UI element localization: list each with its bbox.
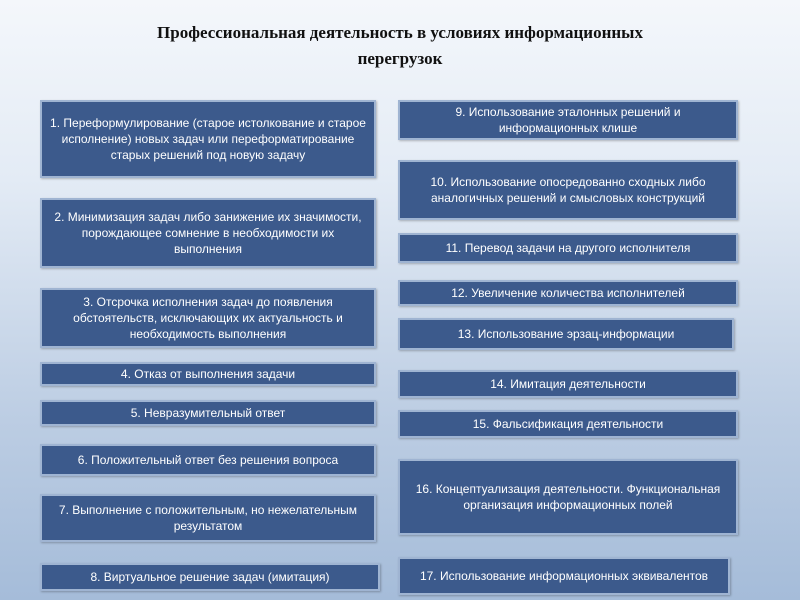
item-box-11: 11. Перевод задачи на другого исполнителя [398,233,738,263]
item-box-12: 12. Увеличение количества исполнителей [398,280,738,306]
item-box-17: 17. Использование информационных эквивалентов [398,557,730,595]
slide-title: Профессиональная деятельность в условиях информационных перегрузок [157,23,643,68]
item-box-13: 13. Использование эрзац-информации [398,318,734,350]
item-box-3: 3. Отсрочка исполнения задач до появления обстоятельств, исключающих их актуальность и необходимость выполнения [40,288,376,348]
item-box-5: 5. Невразумительный ответ [40,400,376,426]
item-box-4: 4. Отказ от выполнения задачи [40,362,376,386]
item-box-6: 6. Положительный ответ без решения вопроса [40,444,376,476]
item-box-16: 16. Концептуализация деятельности. Функциональная организация информационных полей [398,459,738,535]
item-box-8: 8. Виртуальное решение задач (имитация) [40,563,380,591]
item-box-2: 2. Минимизация задач либо занижение их значимости, порождающее сомнение в необходимости их выполнения [40,198,376,268]
item-box-7: 7. Выполнение с положительным, но нежелательным результатом [40,494,376,542]
item-box-10: 10. Использование опосредованно сходных либо аналогичных решений и смысловых конструкций [398,160,738,220]
item-box-15: 15. Фальсификация деятельности [398,410,738,438]
item-box-14: 14. Имитация деятельности [398,370,738,398]
item-box-1: 1. Переформулирование (старое истолкование и старое исполнение) новых задач или переформатирование старых решений под новую задачу [40,100,376,178]
item-box-9: 9. Использование эталонных решений и информационных клише [398,100,738,140]
